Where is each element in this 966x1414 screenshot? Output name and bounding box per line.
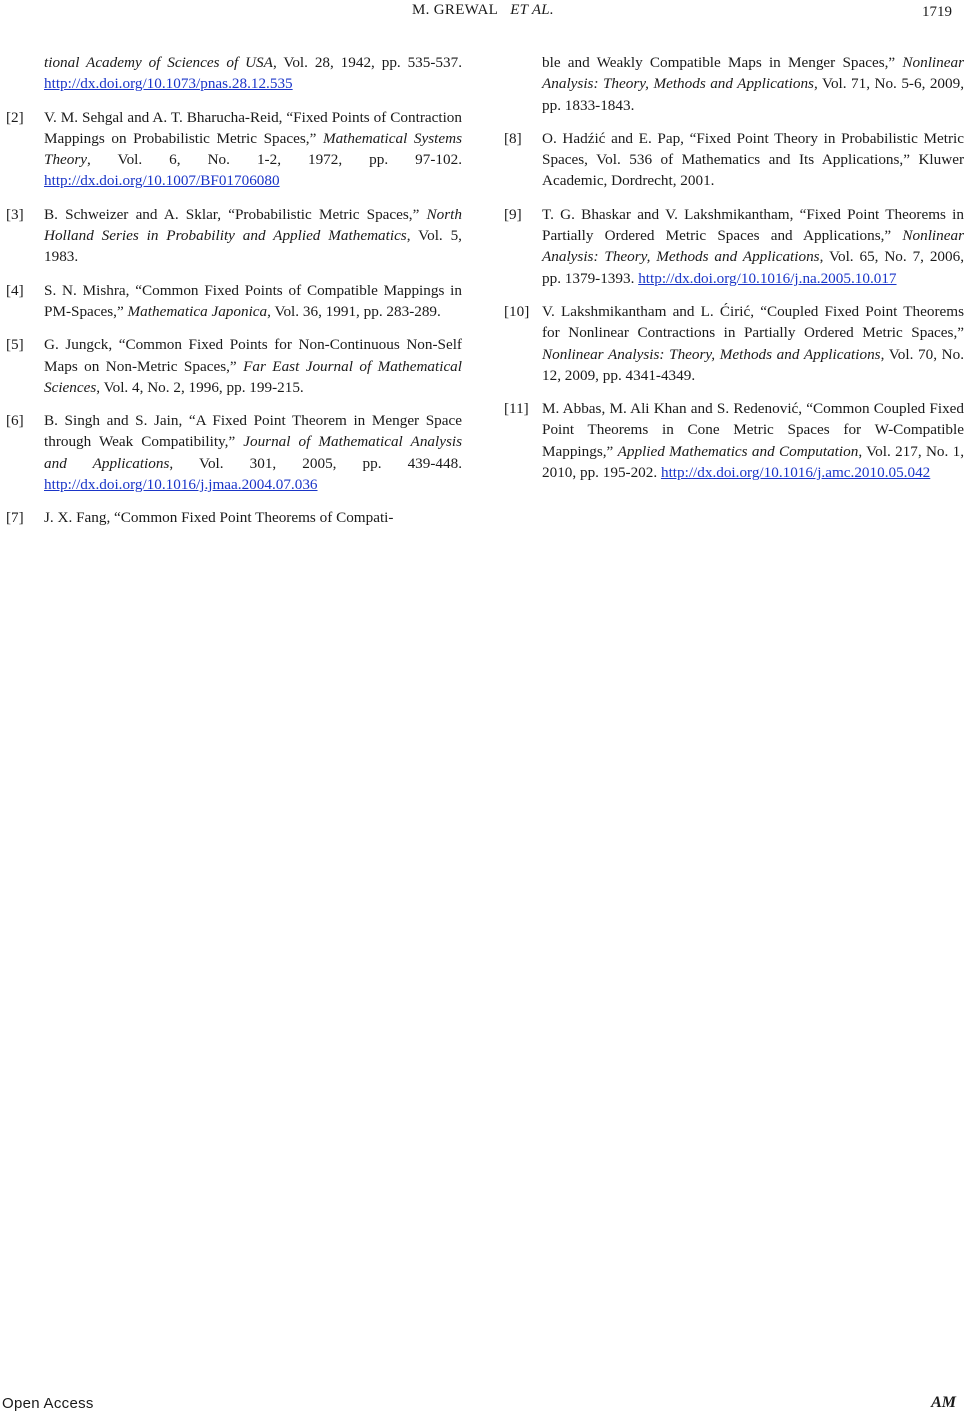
reference-authors-title: B. Schweizer and A. Sklar, “Probabilistic Metric Spaces,” [44,205,427,223]
doi-link[interactable]: http://dx.doi.org/10.1016/j.amc.2010.05.042 [660,464,931,482]
reference-item-6 [6,410,462,495]
reference-item-5 [6,334,462,398]
reference-item-9 [504,204,964,289]
reference-number: [2] [6,108,24,126]
reference-authors-title: G. Jungck, “Common Fixed Points for Non-Continuous Non-Self Maps on Non-Metric Spaces,” [44,336,462,375]
reference-number: [8] [504,129,522,147]
reference-journal: Journal of Mathematical Analysis and Applications [44,433,463,472]
reference-authors-title: ble and Weakly Compatible Maps in Menger Spaces,” [542,54,903,71]
reference-number: [3] [6,205,24,223]
reference-authors-title: V. M. Sehgal and A. T. Bharucha-Reid, “Fixed Points of Contraction Mappings on Probabilistic Metric Spaces,” [44,108,462,147]
reference-journal: Far East Journal of Mathematical Sciences [44,357,463,396]
page-number: 1719 [922,4,952,20]
reference-journal: Nonlinear Analysis: Theory, Methods and Applications [542,227,964,266]
reference-details: , Vol. 4, No. 2, 1996, pp. 199-215. [96,378,304,396]
header-authors: M. GREWAL [412,2,499,18]
reference-item-11 [504,398,964,483]
reference-details: , Vol. 65, No. 7, 2006, pp. 1379-1393. [542,248,965,287]
reference-journal: Mathematica Japonica [127,302,268,320]
reference-journal: Nonlinear Analysis: Theory, Methods and Applications [542,345,881,363]
reference-number: [9] [504,205,522,223]
reference-journal: tional Academy of Sciences of USA [44,54,273,71]
reference-journal: Nonlinear Analysis: Theory, Methods and Applications [542,54,964,93]
reference-item-3 [6,204,462,268]
doi-link[interactable]: http://dx.doi.org/10.1016/j.na.2005.10.017 [638,269,897,287]
reference-authors-title: T. G. Bhaskar and V. Lakshmikantham, “Fixed Point Theorems in Partially Ordered Metric Spaces and Applications,” [542,205,964,245]
reference-item-4 [6,280,462,323]
reference-authors-title: M. Abbas, M. Ali Khan and S. Redenović, “Common Coupled Fixed Point Theorems in Cone Metric Spaces for W-Compatible Mappings,” [542,400,964,460]
reference-details: , Vol. 301, 2005, pp. 439-448. [169,454,462,472]
reference-item-8 [504,128,964,192]
footer-journal-abbrev: AM [931,1394,956,1411]
reference-item-7 [6,507,462,528]
reference-number: [7] [6,509,24,527]
reference-details: , Vol. 6, No. 1-2, 1972, pp. 97-102. [87,151,462,169]
reference-authors-title: O. Hadźić and E. Pap, “Fixed Point Theory in Probabilistic Metric Spaces, Vol. 536 of Mathematics and Its Applications,” Kluwer Academic, Dordrecht, 2001. [542,129,964,190]
reference-number: [5] [6,336,24,354]
doi-link[interactable]: http://dx.doi.org/10.1016/j.jmaa.2004.07.036 [44,476,318,494]
reference-number: [10] [504,302,530,320]
doi-link[interactable]: http://dx.doi.org/10.1007/BF01706080 [44,172,280,190]
reference-details: , Vol. 5, 1983. [44,227,462,266]
doi-link[interactable]: http://dx.doi.org/10.1073/pnas.28.12.535 [44,75,293,93]
reference-continuation [6,52,462,95]
reference-details: , Vol. 71, No. 5-6, 2009, pp. 1833-1843. [542,75,965,114]
reference-item-2 [6,107,462,192]
footer-open-access: Open Access [2,1395,94,1412]
reference-item-10 [504,301,964,386]
reference-journal: North Holland Series in Probability and Applied Mathematics [44,205,462,245]
left-column [6,52,462,541]
reference-authors-title: S. N. Mishra, “Common Fixed Points of Compatible Mappings in PM-Spaces,” [44,281,462,320]
reference-authors-title: V. Lakshmikantham and L. Ćirić, “Coupled Fixed Point Theorems for Nonlinear Contractions in Partially Ordered Metric Spaces,” [542,302,964,342]
reference-details: , Vol. 28, 1942, pp. 535-537. [272,54,462,71]
reference-journal: Applied Mathematics and Computation [617,442,859,460]
reference-number: [6] [6,412,24,430]
reference-number: [11] [504,400,529,418]
header-et-al: ET AL. [510,2,554,18]
reference-authors-title: J. X. Fang, “Common Fixed Point Theorems of Compati- [44,509,394,527]
running-header [0,0,966,20]
reference-continuation [504,52,964,116]
reference-journal: Mathematical Systems Theory [44,129,462,169]
reference-details: , Vol. 217, No. 1, 2010, pp. 195-202. [542,442,964,482]
reference-number: [4] [6,281,24,299]
reference-details: , Vol. 36, 1991, pp. 283-289. [267,302,441,320]
reference-authors-title: B. Singh and S. Jain, “A Fixed Point Theorem in Menger Space through Weak Compatibility,” [44,412,462,451]
reference-details: , Vol. 70, No. 12, 2009, pp. 4341-4349. [542,345,965,384]
right-column [504,52,964,495]
